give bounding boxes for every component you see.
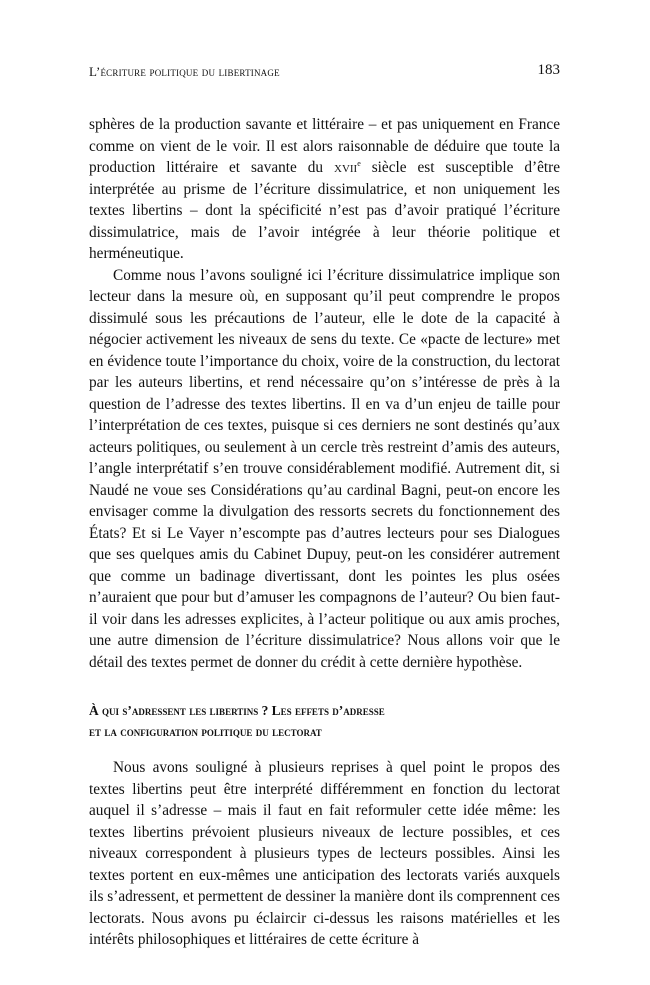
page-number: 183 xyxy=(537,62,560,78)
section-heading-line-1: À qui s’adressent les libertins ? Les effets d’adresse xyxy=(89,703,385,718)
running-head xyxy=(89,62,560,82)
paragraph-continued xyxy=(89,114,560,265)
paragraph-1-text: sphères de la production savante et littéraire – et pas uniquement en France comme on vient de le voir. Il est alors raisonnable de déduire que toute la production littéraire et savante du xyxy=(89,116,560,176)
paragraph: Nous avons souligné à plusieurs reprises à quel point le propos des textes libertins peut être interprété différemment en fonction du lectorat auquel il s’adresse – mais il faut en fait reformuler cette idée même: les textes libertins prévoient plusieurs niveaux de lecture possibles, et ces niveaux correspondent à plusieurs types de lecteurs possibles. Ainsi les textes portent en eux-mêmes une anticipation des lectorats variés auxquels ils s’adressent, et permettent de dessiner la manière dont ils comprennent ces lectorats. Nous avons pu éclaircir ci-dessus les raisons matérielles et les intérêts philosophiques et littéraires de cette écriture à xyxy=(89,759,560,948)
section-heading xyxy=(89,700,560,742)
century-superscript: e xyxy=(357,158,361,168)
running-title: L’écriture politique du libertinage xyxy=(89,64,280,79)
paragraph: Comme nous l’avons souligné ici l’écriture dissimulatrice implique son lecteur dans la mesure où, en supposant qu’il peut comprendre le propos dissimulé sous les précautions de l’auteur, elle le dote de la capacité à négocier activement les niveaux de sens du texte. Ce «pacte de lecture» met en évidence toute l’importance du choix, voire de la construction, du lectorat par les auteurs libertins, et rend nécessaire qu’on s’intéresse de près à la question de l’adresse des textes libertins. Il en va d’un enjeu de taille pour l’interprétation de ces textes, puisque si ces derniers ne sont destinés qu’aux acteurs politiques, ou seulement à un cercle très restreint d’amis des auteurs, l’angle interprétatif s’en trouve considérablement modifié. Autrement dit, si Naudé ne voue ses Considérations qu’au cardinal Bagni, peut-on encore les envisager comme la divulgation des ressorts secrets du fonctionnement des États? Et si Le Vayer n’escompte pas d’autres lecteurs pour ses Dialogues que ses quelques amis du Cabinet Dupuy, peut-on les considérer autrement que comme un badinage divertissant, dont les pointes les plus osées n’auraient que pour but d’amuser les compagnons de l’auteur? Ou bien faut-il voir dans les adresses explicites, à l’acteur politique ou aux amis proches, une autre dimension de l’écriture dissimulatrice? Nous allons voir que le détail des textes permet de donner du crédit à cette dernière hypothèse. xyxy=(89,266,560,671)
paragraph-1-rest: siècle est susceptible d’être interprétée au prisme de l’écriture dissimulatrice, et non uniquement les textes libertins – dont la spécificité n’est pas d’avoir pratiqué l’écriture dissimulatrice, mais de l’avoir intégrée à leur théorie politique et herméneutique. xyxy=(89,159,560,262)
century-numeral: xvii xyxy=(334,159,358,176)
section-heading-line-2: et la configuration politique du lectorat xyxy=(89,724,322,739)
body-text xyxy=(89,114,560,951)
